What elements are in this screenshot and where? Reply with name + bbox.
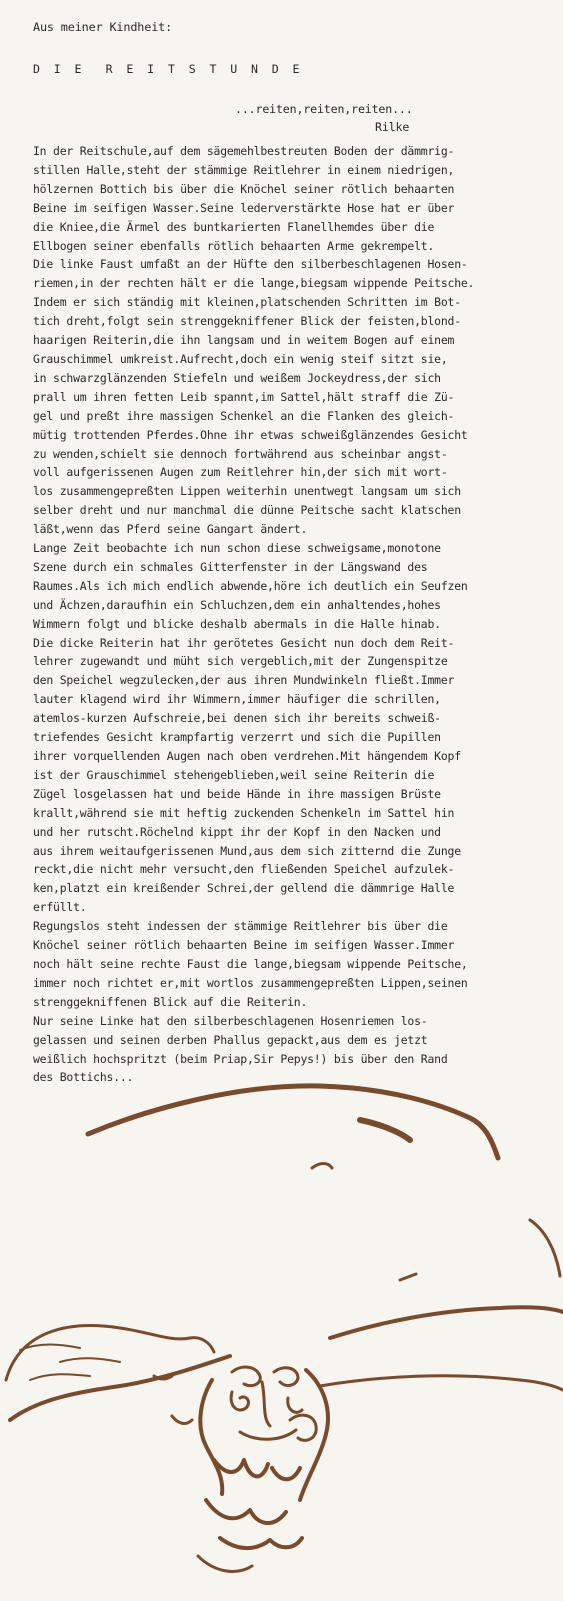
body-line: immer noch richtet er,mit wortlos zusammengepreßten Lippen,seinen	[33, 975, 468, 990]
document-heading: Aus meiner Kindheit:	[33, 20, 173, 34]
body-line: lehrer zugewandt und müht sich vergeblich,mit der Zungenspitze	[33, 654, 448, 669]
body-line: in schwarzglänzenden Stiefeln und weißem Jockeydress,der sich	[33, 370, 441, 385]
body-line: Lange Zeit beobachte ich nun schon diese schweigsame,monotone	[33, 541, 441, 556]
body-line: noch hält seine rechte Faust die lange,biegsam wippende Peitsche,	[33, 956, 468, 971]
body-line: los zusammengepreßten Lippen weiterhin unentwegt langsam um sich	[33, 484, 461, 499]
body-line: triefendes Gesicht krampfartig verzerrt und sich die Pupillen	[33, 730, 441, 745]
body-line: läßt,wenn das Pferd seine Gangart ändert.	[33, 522, 308, 537]
drawing-eye-right	[274, 1368, 298, 1386]
body-line: voll aufgerissenen Augen zum Reitlehrer hin,der sich mit wort-	[33, 465, 448, 480]
body-line: und her rutscht.Röchelnd kippt ihr der Kopf in den Nacken und	[33, 824, 441, 839]
body-line: Nur seine Linke hat den silberbeschlagenen Hosenriemen los-	[33, 1013, 428, 1028]
body-line: krallt,während sie mit heftig zuckenden Schenkeln im Sattel hin	[33, 805, 455, 820]
drawing-left-lower	[10, 1356, 230, 1420]
body-line: Szene durch ein schmales Gitterfenster in der Längswand des	[33, 559, 428, 574]
body-line: riemen,in der rechten hält er die lange,biegsam wippende Peitsche.	[33, 276, 475, 291]
drawing-right-edge	[530, 1220, 560, 1276]
drawing-beard-1	[214, 1460, 268, 1476]
drawing-beard-2	[272, 1468, 300, 1479]
body-line: Regungslos steht indessen der stämmige Reitlehrer bis über die	[33, 919, 448, 934]
body-line: und Ächzen,daraufhin ein Schluchzen,dem ein anhaltendes,hohes	[33, 597, 441, 612]
body-line: tich dreht,folgt sein strenggekniffener Blick der feisten,blond-	[33, 314, 461, 329]
body-line: hölzernen Bottich bis über die Knöchel seiner rötlich behaarten	[33, 181, 455, 196]
body-line: des Bottichs...	[33, 1070, 134, 1085]
drawing-scroll	[290, 1415, 316, 1440]
body-line: Ellbogen seiner ebenfalls rötlich behaarten Arme gekrempelt.	[33, 238, 435, 253]
body-line: prall um ihren fetten Leib spannt,im Sattel,hält straff die Zü-	[33, 389, 455, 404]
body-line: atemlos-kurzen Aufschreie,bei denen sich ihr bereits schweiß-	[33, 711, 441, 726]
drawing-small-dash	[400, 1274, 416, 1280]
body-line: den Speichel wegzulecken,der aus ihren Mundwinkeln fließt.Immer	[33, 673, 455, 688]
body-line: Die dicke Reiterin hat ihr gerötetes Gesicht nun doch dem Reit-	[33, 635, 455, 650]
body-line: Raumes.Als ich mich endlich abwende,höre ich deutlich ein Seufzen	[33, 578, 468, 593]
drawing-face-left	[200, 1380, 222, 1494]
drawing-left-hatch-2	[30, 1374, 90, 1380]
body-text	[33, 142, 474, 1087]
drawing-beard-3	[206, 1500, 286, 1523]
drawing-beard-4	[220, 1538, 302, 1548]
body-line: strenggekniffenen Blick auf die Reiterin.	[33, 994, 308, 1009]
body-line: Wimmern folgt und blicke deshalb abermals in die Halle hinab.	[33, 616, 441, 631]
drawing-mouth	[240, 1430, 296, 1439]
body-line: erfüllt.	[33, 900, 87, 915]
body-line: gel und preßt ihre massigen Schenkel an die Flanken des gleich-	[33, 408, 455, 423]
drawing-small-mark	[312, 1164, 332, 1169]
drawing-curl-2	[288, 1398, 302, 1412]
body-line: Die linke Faust umfaßt an der Hüfte den silberbeschlagenen Hosen-	[33, 257, 468, 272]
body-line: die Kniee,die Ärmel des buntkarierten Flanellhemdes über die	[33, 219, 435, 234]
body-line: ihrer vorquellenden Augen nach oben verdrehen.Mit hängendem Kopf	[33, 749, 461, 763]
body-line: reckt,die nicht mehr versucht,den fließenden Speichel aufzulek-	[33, 862, 455, 877]
drawing-eye-left	[232, 1367, 260, 1386]
epigraph-quote: ...reiten,reiten,reiten...	[235, 102, 413, 116]
body-line: ken,platzt ein kreißender Schrei,der gellend die dämmrige Halle	[33, 881, 455, 896]
body-line: lauter klagend wird ihr Wimmern,immer häufiger die schrillen,	[33, 692, 441, 707]
body-line: zu wenden,schielt sie dennoch fortwährend aus scheinbar angst-	[33, 446, 448, 461]
body-line: mütig trottenden Pferdes.Ohne ihr etwas schweißglänzendes Gesicht	[33, 427, 468, 442]
body-line: aus ihrem weitaufgerissenen Mund,aus dem sich zitternd die Zunge	[33, 843, 461, 858]
drawing-right-lower	[320, 1376, 563, 1390]
drawing-mark-2	[172, 1416, 192, 1423]
body-line: gelassen und seinen derben Phallus gepackt,aus dem es jetzt	[33, 1032, 428, 1047]
drawing-left-hatch-3	[60, 1358, 120, 1362]
body-line: haarigen Reiterin,die ihn langsam und in weitem Bogen auf einem	[33, 333, 455, 348]
body-line: Beine im seifigen Wasser.Seine lederverstärkte Hose hat er über	[33, 200, 455, 215]
body-line: stillen Halle,steht der stämmige Reitlehrer in einem niedrigen,	[33, 162, 455, 177]
drawing-nose	[262, 1382, 270, 1426]
body-line: Zügel losgelassen hat und beide Hände in ihre massigen Brüste	[33, 786, 441, 801]
body-line: In der Reitschule,auf dem sägemehlbestreuten Boden der dämmrig-	[33, 144, 455, 158]
body-line: weißlich hochspritzt (beim Priap,Sir Pepys!) bis über den Rand	[33, 1051, 448, 1066]
body-line: Grauschimmel umkreist.Aufrecht,doch ein wenig steif sitzt sie,	[33, 351, 448, 366]
drawing-beard-5	[198, 1556, 252, 1571]
drawing-top-arc-accent	[360, 1120, 410, 1140]
body-line: ist der Grauschimmel stehengeblieben,weil seine Reiterin die	[33, 767, 435, 782]
body-line: Indem er sich ständig mit kleinen,platschenden Schritten im Bot-	[33, 295, 461, 310]
drawing-right-stroke	[330, 1307, 563, 1338]
document-title: D I E R E I T S T U N D E	[33, 62, 303, 76]
drawing-curl-1	[231, 1392, 248, 1410]
body-line: selber dreht und nur manchmal die dünne Peitsche sacht klatschen	[33, 503, 461, 518]
drawing-top-arc	[88, 1086, 498, 1158]
body-line: Knöchel seiner rötlich behaarten Beine im seifigen Wasser.Immer	[33, 938, 455, 953]
ink-drawing	[0, 1080, 563, 1601]
epigraph-author: Rilke	[375, 120, 410, 134]
